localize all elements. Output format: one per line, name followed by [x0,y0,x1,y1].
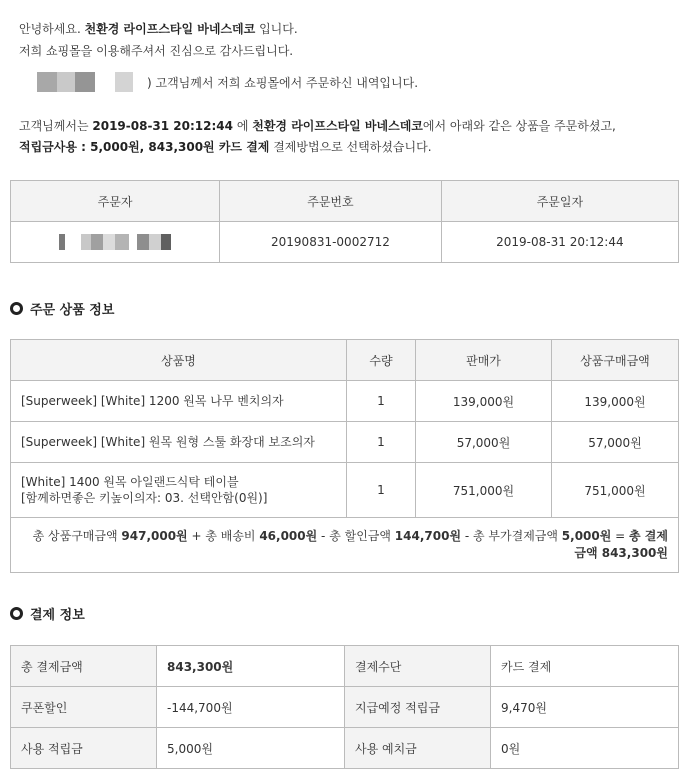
product-price: 751,000원 [416,463,552,518]
pay-label: 총 결제금액 [11,646,157,687]
order-description: 고객님께서는 2019-08-31 20:12:44 에 천환경 라이프스타일 바네스데코에서 아래와 같은 상품을 주문하셨고, 적립금사용 : 5,000원, 843,300원 카드 결제 결제방법으로 선택하셨습니다. [19,119,616,154]
pay-label: 사용 예치금 [345,728,491,769]
pay-value: 9,470원 [491,687,679,728]
product-qty: 1 [347,422,416,463]
product-qty: 1 [347,381,416,422]
qty-header: 수량 [347,340,416,381]
masked-customer-name [37,72,147,92]
store-name: 천환경 라이프스타일 바네스데코 [84,22,256,36]
amount-header: 상품구매금액 [552,340,679,381]
order-datetime: 2019-08-31 20:12:44 [92,119,234,133]
pay-value [157,646,345,687]
order-info-table [10,180,679,263]
table-row [11,422,679,463]
product-amount: 751,000원 [552,463,679,518]
order-number-header: 주문번호 [220,181,442,222]
product-amount: 139,000원 [552,381,679,422]
order-date: 2019-08-31 20:12:44 [441,222,678,263]
product-amount: 57,000원 [552,422,679,463]
pay-value: 0원 [491,728,679,769]
product-name: [Superweek] [White] 원목 원형 스툴 화장대 보조의자 [11,422,347,463]
greeting [19,18,298,62]
discount-value: 144,700원 [394,529,462,543]
product-name: [Superweek] [White] 1200 원목 나무 벤치의자 [11,381,347,422]
customer-order-line: ) 고객님께서 저희 쇼핑몰에서 주문하신 내역입니다. [147,76,419,90]
shipping-value: 46,000원 [259,529,318,543]
price-header: 판매가 [416,340,552,381]
product-qty: 1 [347,463,416,518]
payment-table [10,645,679,769]
product-name-header: 상품명 [11,340,347,381]
greeting-line-1: 안녕하세요. 천환경 라이프스타일 바네스데코 입니다. [19,22,298,36]
pay-value: 카드 결제 [491,646,679,687]
product-name: [White] 1400 원목 아일랜드식탁 테이블 [21,475,239,489]
pay-value: -144,700원 [157,687,345,728]
store-name: 천환경 라이프스타일 바네스데코 [252,119,423,133]
pay-label: 결제수단 [345,646,491,687]
pay-value: 5,000원 [157,728,345,769]
payment-section-title: 결제 정보 [10,604,85,623]
pay-label: 쿠폰할인 [11,687,157,728]
product-name-cell [11,463,347,518]
pay-label: 사용 적립금 [11,728,157,769]
table-row [11,463,679,518]
greeting-line-2: 저희 쇼핑몰을 이용해주셔서 진심으로 감사드립니다. [19,44,294,58]
total-payment-value: 843,300원 [167,659,234,674]
bullet-ring-icon [10,607,23,620]
order-date-header: 주문일자 [441,181,678,222]
order-number: 20190831-0002712 [220,222,442,263]
products-section-title: 주문 상품 정보 [10,299,114,318]
grand-total-value: 총 결제금액 843,300원 [574,529,668,560]
table-row [11,646,679,687]
pay-label: 지급예정 적립금 [345,687,491,728]
subtotal-value: 947,000원 [121,529,188,543]
masked-orderer-name [59,234,171,250]
product-option: [함께하면좋은 키높이의자: 03. 선택안함(0원)] [21,491,268,505]
product-price: 139,000원 [416,381,552,422]
table-row [11,728,679,769]
extra-payment-value: 5,000원 [561,529,612,543]
order-total-summary: 총 상품구매금액 947,000원 + 총 배송비 46,000원 - 총 할인금액 144,700원 - 총 부가결제금액 5,000원 = 총 결제금액 843,300원 [11,518,679,573]
summary-row [11,518,679,573]
product-price: 57,000원 [416,422,552,463]
payment-summary: 적립금사용 : 5,000원, 843,300원 카드 결제 [19,140,270,154]
bullet-ring-icon [10,302,23,315]
orderer-header: 주문자 [11,181,220,222]
table-row [11,687,679,728]
table-row [11,381,679,422]
orderer-cell [11,222,220,263]
products-table [10,339,679,573]
